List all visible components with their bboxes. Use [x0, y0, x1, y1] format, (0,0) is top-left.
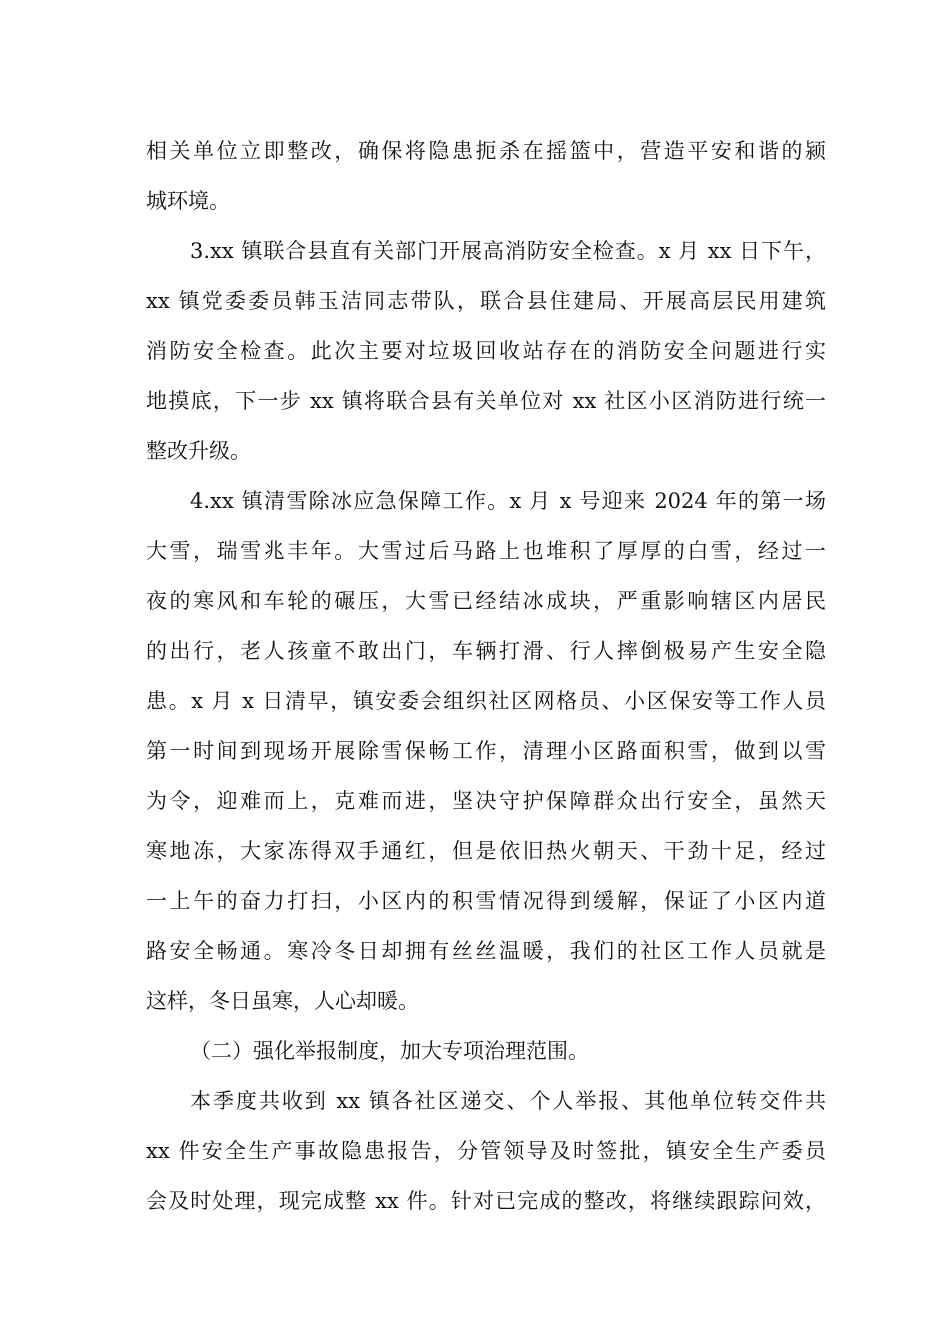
- text-line-17: 路安全畅通。寒冷冬日却拥有丝丝温暖，我们的社区工作人员就是: [146, 939, 826, 963]
- section-heading: （二）强化举报制度，加大专项治理范围。: [190, 1039, 589, 1063]
- text-line-4: xx 镇党委委员韩玉洁同志带队，联合县住建局、开展高层民用建筑: [146, 289, 826, 313]
- text-line-20: 本季度共收到 xx 镇各社区递交、个人举报、其他单位转交件共: [190, 1089, 826, 1113]
- text-line-12: 患。x 月 x 日清早，镇安委会组织社区网格员、小区保安等工作人员: [146, 689, 826, 713]
- text-line-22: 会及时处理，现完成整 xx 件。针对已完成的整改，将继续跟踪问效，: [146, 1189, 826, 1213]
- text-line-15: 寒地冻，大家冻得双手通红，但是依旧热火朝天、干劲十足，经过: [146, 839, 826, 863]
- text-line-8: 4.xx 镇清雪除冰应急保障工作。x 月 x 号迎来 2024 年的第一场: [190, 489, 826, 513]
- text-line-3: 3.xx 镇联合县直有关部门开展高消防安全检查。x 月 xx 日下午，: [190, 239, 826, 263]
- text-line-11: 的出行，老人孩童不敢出门，车辆打滑、行人摔倒极易产生安全隐: [146, 639, 826, 663]
- text-line-16: 一上午的奋力打扫，小区内的积雪情况得到缓解，保证了小区内道: [146, 889, 826, 913]
- text-line-10: 夜的寒风和车轮的碾压，大雪已经结冰成块，严重影响辖区内居民: [146, 589, 826, 613]
- text-line-14: 为令，迎难而上，克难而进，坚决守护保障群众出行安全，虽然天: [146, 789, 826, 813]
- text-line-9: 大雪，瑞雪兆丰年。大雪过后马路上也堆积了厚厚的白雪，经过一: [146, 539, 826, 563]
- text-line-5: 消防安全检查。此次主要对垃圾回收站存在的消防安全问题进行实: [146, 339, 826, 363]
- text-line-1: 相关单位立即整改，确保将隐患扼杀在摇篮中，营造平安和谐的颍: [146, 139, 826, 163]
- text-line-7: 整改升级。: [146, 439, 251, 463]
- text-line-2: 城环境。: [146, 189, 230, 213]
- text-line-6: 地摸底，下一步 xx 镇将联合县有关单位对 xx 社区小区消防进行统一: [146, 389, 826, 413]
- text-line-21: xx 件安全生产事故隐患报告，分管领导及时签批，镇安全生产委员: [146, 1139, 826, 1163]
- text-line-13: 第一时间到现场开展除雪保畅工作，清理小区路面积雪，做到以雪: [146, 739, 826, 763]
- text-line-18: 这样，冬日虽寒，人心却暖。: [146, 989, 419, 1013]
